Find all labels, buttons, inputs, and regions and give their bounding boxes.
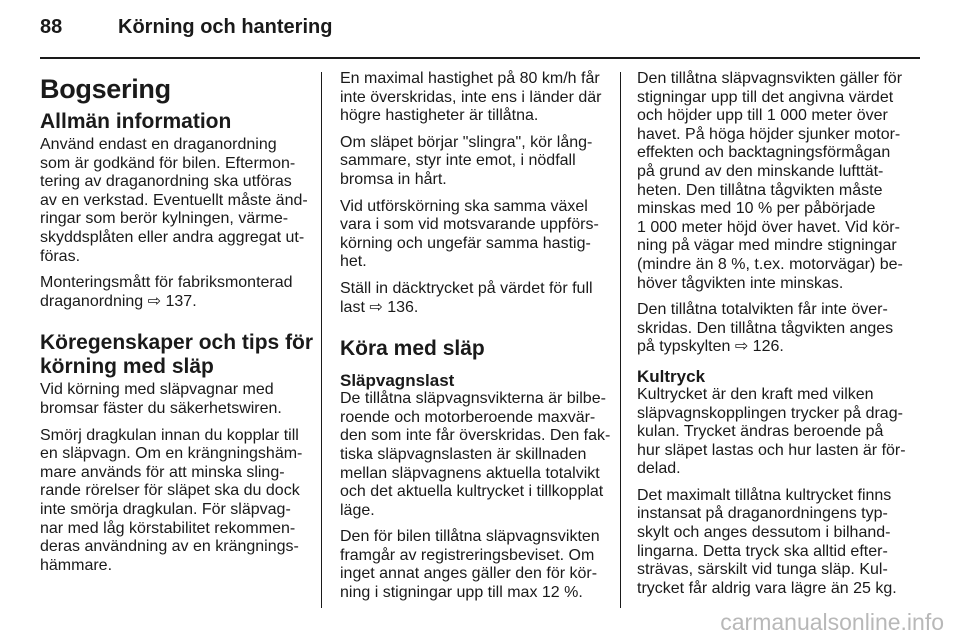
column-3 [637,70,923,606]
watermark: carmanualsonline.info [720,609,944,635]
column-divider-2 [620,72,621,608]
page-reference-137[interactable]: draganordning ⇨ 137. [40,292,197,310]
section-heading-bogsering: Bogsering [40,74,171,104]
column-1 [40,70,316,583]
paragraph-kultryck-definition: Kultrycket är den kraft med vilken släpvagnskopplingen trycker på drag- kulan. Trycket ändras beroende på hur släpet lastas och hur lasten är för- delad. [637,385,906,478]
subheading-kora-med-slap: Köra med släp [340,337,485,361]
page-number: 88 [40,16,63,38]
paragraph-totalvikt: Den tillåtna totalvikten får inte över- skridas. Den tillåtna tågvikten anges på typskylten ⇨ 126. [637,301,894,356]
paragraph-sakerhetswiren: Vid körning med släpvagnar med bromsar fäster du säkerhetswiren. [40,381,282,417]
chapter-title: Körning och hantering [118,16,333,38]
paragraph-hojd: Den tillåtna släpvagnsvikten gäller för stigningar upp till det angivna värdet och höjder upp till 1 000 meter över havet. På höga höjder sjunker motor- effekten och backtagningsförmågan på grund av den minskande lufttät- heten. Den tillåtna tågvikten måste minskas med 10 % per påbörjade 1 000 meter höjd över havet. Vid kör- ning på vägar med mindre stigningar (mindre än 8 %, t.ex. motorvägar) be- höver tågvikten inte minskas. [637,70,903,292]
paragraph-monteringsmatt: Monteringsmått för fabriksmonterad draganordning ⇨ 137. [40,274,293,310]
subheading-kultryck: Kultryck [637,366,706,386]
subheading-allman-information: Allmän information [40,110,232,133]
page-reference-126[interactable]: på typskylten ⇨ 126. [637,338,784,356]
paragraph-slapvagnsvikter: De tillåtna släpvagnsvikterna är bilbe- roende och motorberoende maxvär- den som inte får överskridas. Den fak- tiska släpvagnslasten är skillnaden mellan släpvagnens aktuella totalvikt och det aktuella kultrycket i tillkopplat läge. [340,390,611,519]
page-reference-136[interactable]: last ⇨ 136. [340,298,419,316]
subheading-koregenskaper: Köregenskaper och tips för körning med släp [40,331,314,379]
header-rule [40,57,920,59]
paragraph-smorj-dragkulan: Smörj dragkulan innan du kopplar till en släpvagn. Om en krängningshäm- mare används för att minska sling- rande rörelser för släpet ska du dock inte smörja dragkulan. För släpvag- nar med låg körstabilitet rekommen- deras användning av en krängnings- hämmare. [40,426,303,574]
paragraph-max-kultryck: Det maximalt tillåtna kultrycket finns instansat på draganordningens typ- skylt och anges dessutom i bilhand- lingarna. Detta tryck ska alltid efter- strävas, särskilt vid tunga släp. Kul- trycket får aldrig vara lägre än 25 kg. [637,486,897,597]
paragraph-utforskorning: Vid utförskörning ska samma växel vara i som vid motsvarande uppförs- körning och ungefär samma hastig- het. [340,197,599,271]
paragraph-registreringsbevis: Den för bilen tillåtna släpvagnsvikten framgår av registreringsbeviset. Om inget annat anges gäller den för kör- ning i stigningar upp till max 12 %. [340,528,600,602]
column-2 [340,70,618,611]
paragraph-dacktryck: Ställ in däcktrycket på värdet för full last ⇨ 136. [340,279,593,316]
paragraph-draganordning: Använd endast en draganordning som är godkänd för bilen. Eftermon- tering av draganordning ska utföras av en verkstad. Eventuellt måste änd- ringar som berör kylningen, värme- skyddsplåten eller andra aggregat ut- föras. [40,136,308,265]
column-divider-1 [321,72,322,608]
paragraph-slingra: Om släpet börjar "slingra", kör lång- sammare, styr inte emot, i nödfall bromsa in hårt. [340,133,593,188]
subheading-slapvagnslast: Släpvagnslast [340,371,455,391]
paragraph-maxhastighet: En maximal hastighet på 80 km/h får inte överskridas, inte ens i länder där högre hastigheter är tillåtna. [340,70,602,125]
